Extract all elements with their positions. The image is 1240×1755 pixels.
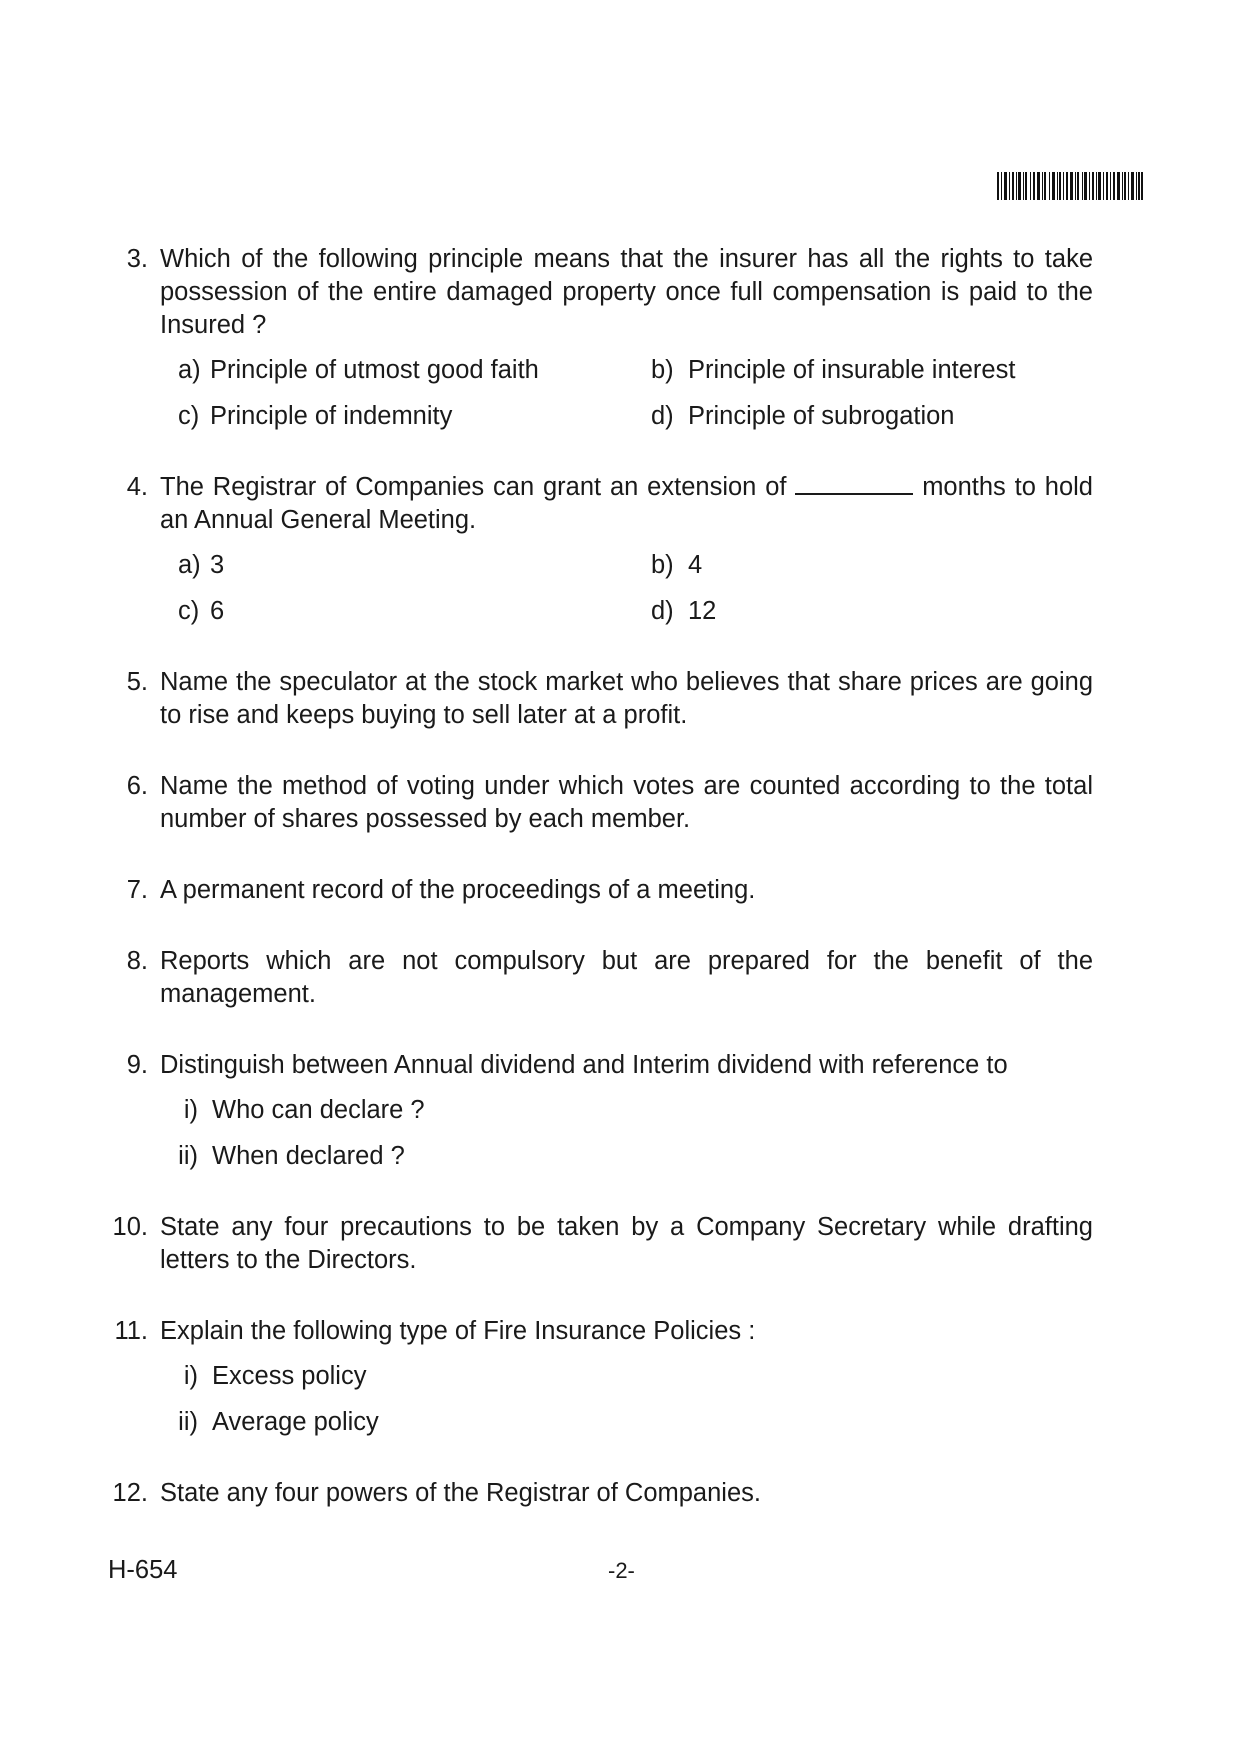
question-7 (108, 874, 1093, 907)
option-text: Principle of utmost good faith (210, 356, 539, 384)
question-11-subparts (108, 1360, 1093, 1439)
subpart-i (160, 1360, 1093, 1393)
option-c (178, 400, 651, 433)
question-text: Distinguish between Annual dividend and Interim dividend with reference to (160, 1051, 1008, 1079)
subpart-label: i) (183, 1362, 198, 1390)
option-label: a) (178, 356, 201, 384)
option-a (178, 549, 651, 582)
option-label: c) (178, 402, 200, 430)
option-label: c) (178, 597, 200, 625)
barcode-icon (997, 172, 1143, 200)
option-label: b) (651, 356, 674, 384)
option-d (651, 595, 1071, 628)
question-number: 6. (126, 772, 148, 800)
question-number: 9. (126, 1051, 148, 1079)
option-text: 4 (688, 551, 703, 579)
question-number: 11. (114, 1317, 148, 1345)
question-text: State any four precautions to be taken by a Company Secretary while drafting letters to the Directors. (160, 1213, 1093, 1274)
option-b (651, 549, 1071, 582)
option-label: d) (651, 597, 674, 625)
question-number: 3. (126, 245, 148, 273)
question-9 (108, 1049, 1093, 1082)
subpart-label: ii) (178, 1408, 198, 1436)
question-number: 12. (112, 1479, 148, 1507)
question-4 (108, 471, 1093, 537)
fill-in-blank (795, 471, 913, 495)
subpart-text: Who can declare ? (212, 1096, 425, 1124)
question-text-after: months to hold an Annual General Meeting. (160, 473, 1093, 534)
subpart-i (160, 1094, 1093, 1127)
question-text: A permanent record of the proceedings of a meeting. (160, 876, 756, 904)
question-number: 5. (126, 668, 148, 696)
option-text: Principle of subrogation (688, 402, 955, 430)
question-10 (108, 1211, 1093, 1277)
option-label: d) (651, 402, 674, 430)
option-label: b) (651, 551, 674, 579)
subpart-text: Average policy (212, 1408, 379, 1436)
option-label: a) (178, 551, 201, 579)
question-text: Name the method of voting under which votes are counted according to the total number of shares possessed by each member. (160, 772, 1093, 833)
subpart-ii (160, 1140, 1093, 1173)
question-9-subparts (108, 1094, 1093, 1173)
subpart-text: Excess policy (212, 1362, 367, 1390)
question-text: Which of the following principle means that the insurer has all the rights to take possession of the entire damaged property once full compensation is paid to the Insured ? (160, 245, 1093, 339)
question-3 (108, 243, 1093, 342)
option-c (178, 595, 651, 628)
subpart-label: ii) (178, 1142, 198, 1170)
paper-code: H-654 (108, 1556, 178, 1584)
question-5 (108, 666, 1093, 732)
question-6 (108, 770, 1093, 836)
question-number: 8. (126, 947, 148, 975)
question-12 (108, 1477, 1093, 1510)
question-text (160, 471, 1093, 537)
question-text: Name the speculator at the stock market who believes that share prices are going to rise and keeps buying to sell later at a profit. (160, 668, 1093, 729)
question-number: 4. (126, 473, 148, 501)
question-3-options (108, 354, 1093, 433)
question-number: 7. (126, 876, 148, 904)
subpart-text: When declared ? (212, 1142, 405, 1170)
question-8 (108, 945, 1093, 1011)
question-list (108, 243, 1093, 1510)
option-d (651, 400, 1071, 433)
option-text: 12 (688, 597, 717, 625)
option-text: 6 (210, 597, 225, 625)
subpart-ii (160, 1406, 1093, 1439)
question-number: 10. (112, 1213, 148, 1241)
question-text: State any four powers of the Registrar of Companies. (160, 1479, 761, 1507)
option-text: 3 (210, 551, 225, 579)
option-a (178, 354, 651, 387)
question-text: Reports which are not compulsory but are prepared for the benefit of the management. (160, 947, 1093, 1008)
question-11 (108, 1315, 1093, 1348)
question-4-options (108, 549, 1093, 628)
option-text: Principle of insurable interest (688, 356, 1016, 384)
subpart-label: i) (183, 1096, 198, 1124)
question-text-before: The Registrar of Companies can grant an extension of (160, 473, 787, 501)
option-b (651, 354, 1071, 387)
page-number: -2- (608, 1558, 635, 1583)
question-text: Explain the following type of Fire Insurance Policies : (160, 1317, 756, 1345)
option-text: Principle of indemnity (210, 402, 453, 430)
